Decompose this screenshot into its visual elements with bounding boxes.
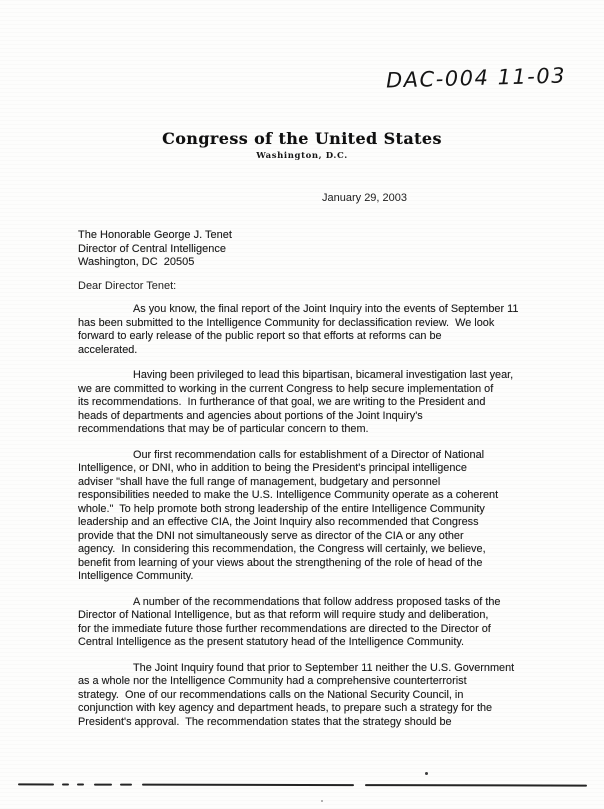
text-line: Director of National Intelligence, but as that reform will require study and deliberation, [78, 609, 489, 621]
recipient-address-block [78, 229, 232, 270]
page-bottom-scan-line [0, 783, 604, 787]
text-line: Our first recommendation calls for establishment of a Director of National [133, 448, 485, 461]
letterhead [0, 129, 604, 161]
text-line: forward to early release of the public report so that efforts at reforms can be [78, 330, 442, 342]
text-line: provide that the DNI not simultaneously serve as director of the CIA or any other [78, 529, 464, 542]
text-line: its recommendations. In furtherance of that goal, we are writing to the President and [78, 396, 486, 408]
text-line: Intelligence Community. [78, 570, 194, 582]
text-line: responsibilities needed to make the U.S. Intelligence Community operate as a coherent [78, 489, 499, 501]
text-line: President's approval. The recommendation states that the strategy should be [78, 715, 452, 728]
text-line: has been submitted to the Intelligence Community for declassification review. We look [78, 316, 495, 329]
text-line: adviser "shall have the full range of management, budgetary and personnel [78, 475, 441, 488]
text-line: The Joint Inquiry found that prior to September 11 neither the U.S. Government [133, 661, 515, 674]
scan-speck [321, 800, 323, 802]
letter-body [78, 303, 588, 741]
text-line: The Honorable George J. Tenet [78, 229, 232, 241]
text-line: we are committed to working in the current Congress to help secure implementation of [78, 382, 494, 395]
text-line: heads of departments and agencies about portions of the Joint Inquiry's [78, 409, 423, 422]
text-line: recommendations that may be of particular concern to them. [78, 423, 369, 435]
body-paragraph [78, 449, 588, 584]
letterhead-title: Congress of the United States [162, 129, 442, 148]
body-paragraph [78, 662, 588, 730]
letter-date: January 29, 2003 [322, 192, 408, 204]
text-line: strategy. One of our recommendations calls on the National Security Council, in [78, 688, 464, 701]
text-line: benefit from learning of your views about the strengthening of the role of head of the [78, 556, 483, 569]
text-line: accelerated. [78, 343, 138, 356]
text-line: whole." To help promote both strong leadership of the entire Intelligence Community [78, 502, 485, 515]
text-line: for the immediate future those further recommendations are directed to the Director of [78, 622, 491, 635]
text-line: agency. In considering this recommendation, the Congress will certainly, we believe, [78, 543, 486, 555]
text-line: leadership and an effective CIA, the Joint Inquiry also recommended that Congress [78, 516, 479, 528]
text-line: Director of Central Intelligence [78, 242, 226, 255]
text-line: as a whole nor the Intelligence Community had a comprehensive counterterrorist [78, 675, 467, 687]
body-paragraph [78, 303, 588, 357]
scan-speck [425, 772, 428, 775]
text-line: As you know, the final report of the Joint Inquiry into the events of September 11 [133, 303, 519, 315]
text-line: Intelligence, or DNI, who in addition to being the President's principal intelligence [78, 462, 467, 474]
body-paragraph [78, 596, 588, 650]
text-line: conjunction with key agency and department heads, to prepare such a strategy for the [78, 702, 493, 714]
text-line: Having been privileged to lead this bipartisan, bicameral investigation last year, [133, 369, 514, 381]
salutation: Dear Director Tenet: [78, 280, 177, 292]
handwritten-document-id: DAC-004 11-03 [385, 63, 567, 93]
text-line: Washington, DC 20505 [78, 256, 195, 268]
text-line: Central Intelligence as the present statutory head of the Intelligence Community. [78, 636, 465, 648]
text-line: A number of the recommendations that follow address proposed tasks of the [133, 595, 501, 608]
body-paragraph [78, 369, 588, 437]
letterhead-subtitle: Washington, D.C. [256, 151, 348, 161]
